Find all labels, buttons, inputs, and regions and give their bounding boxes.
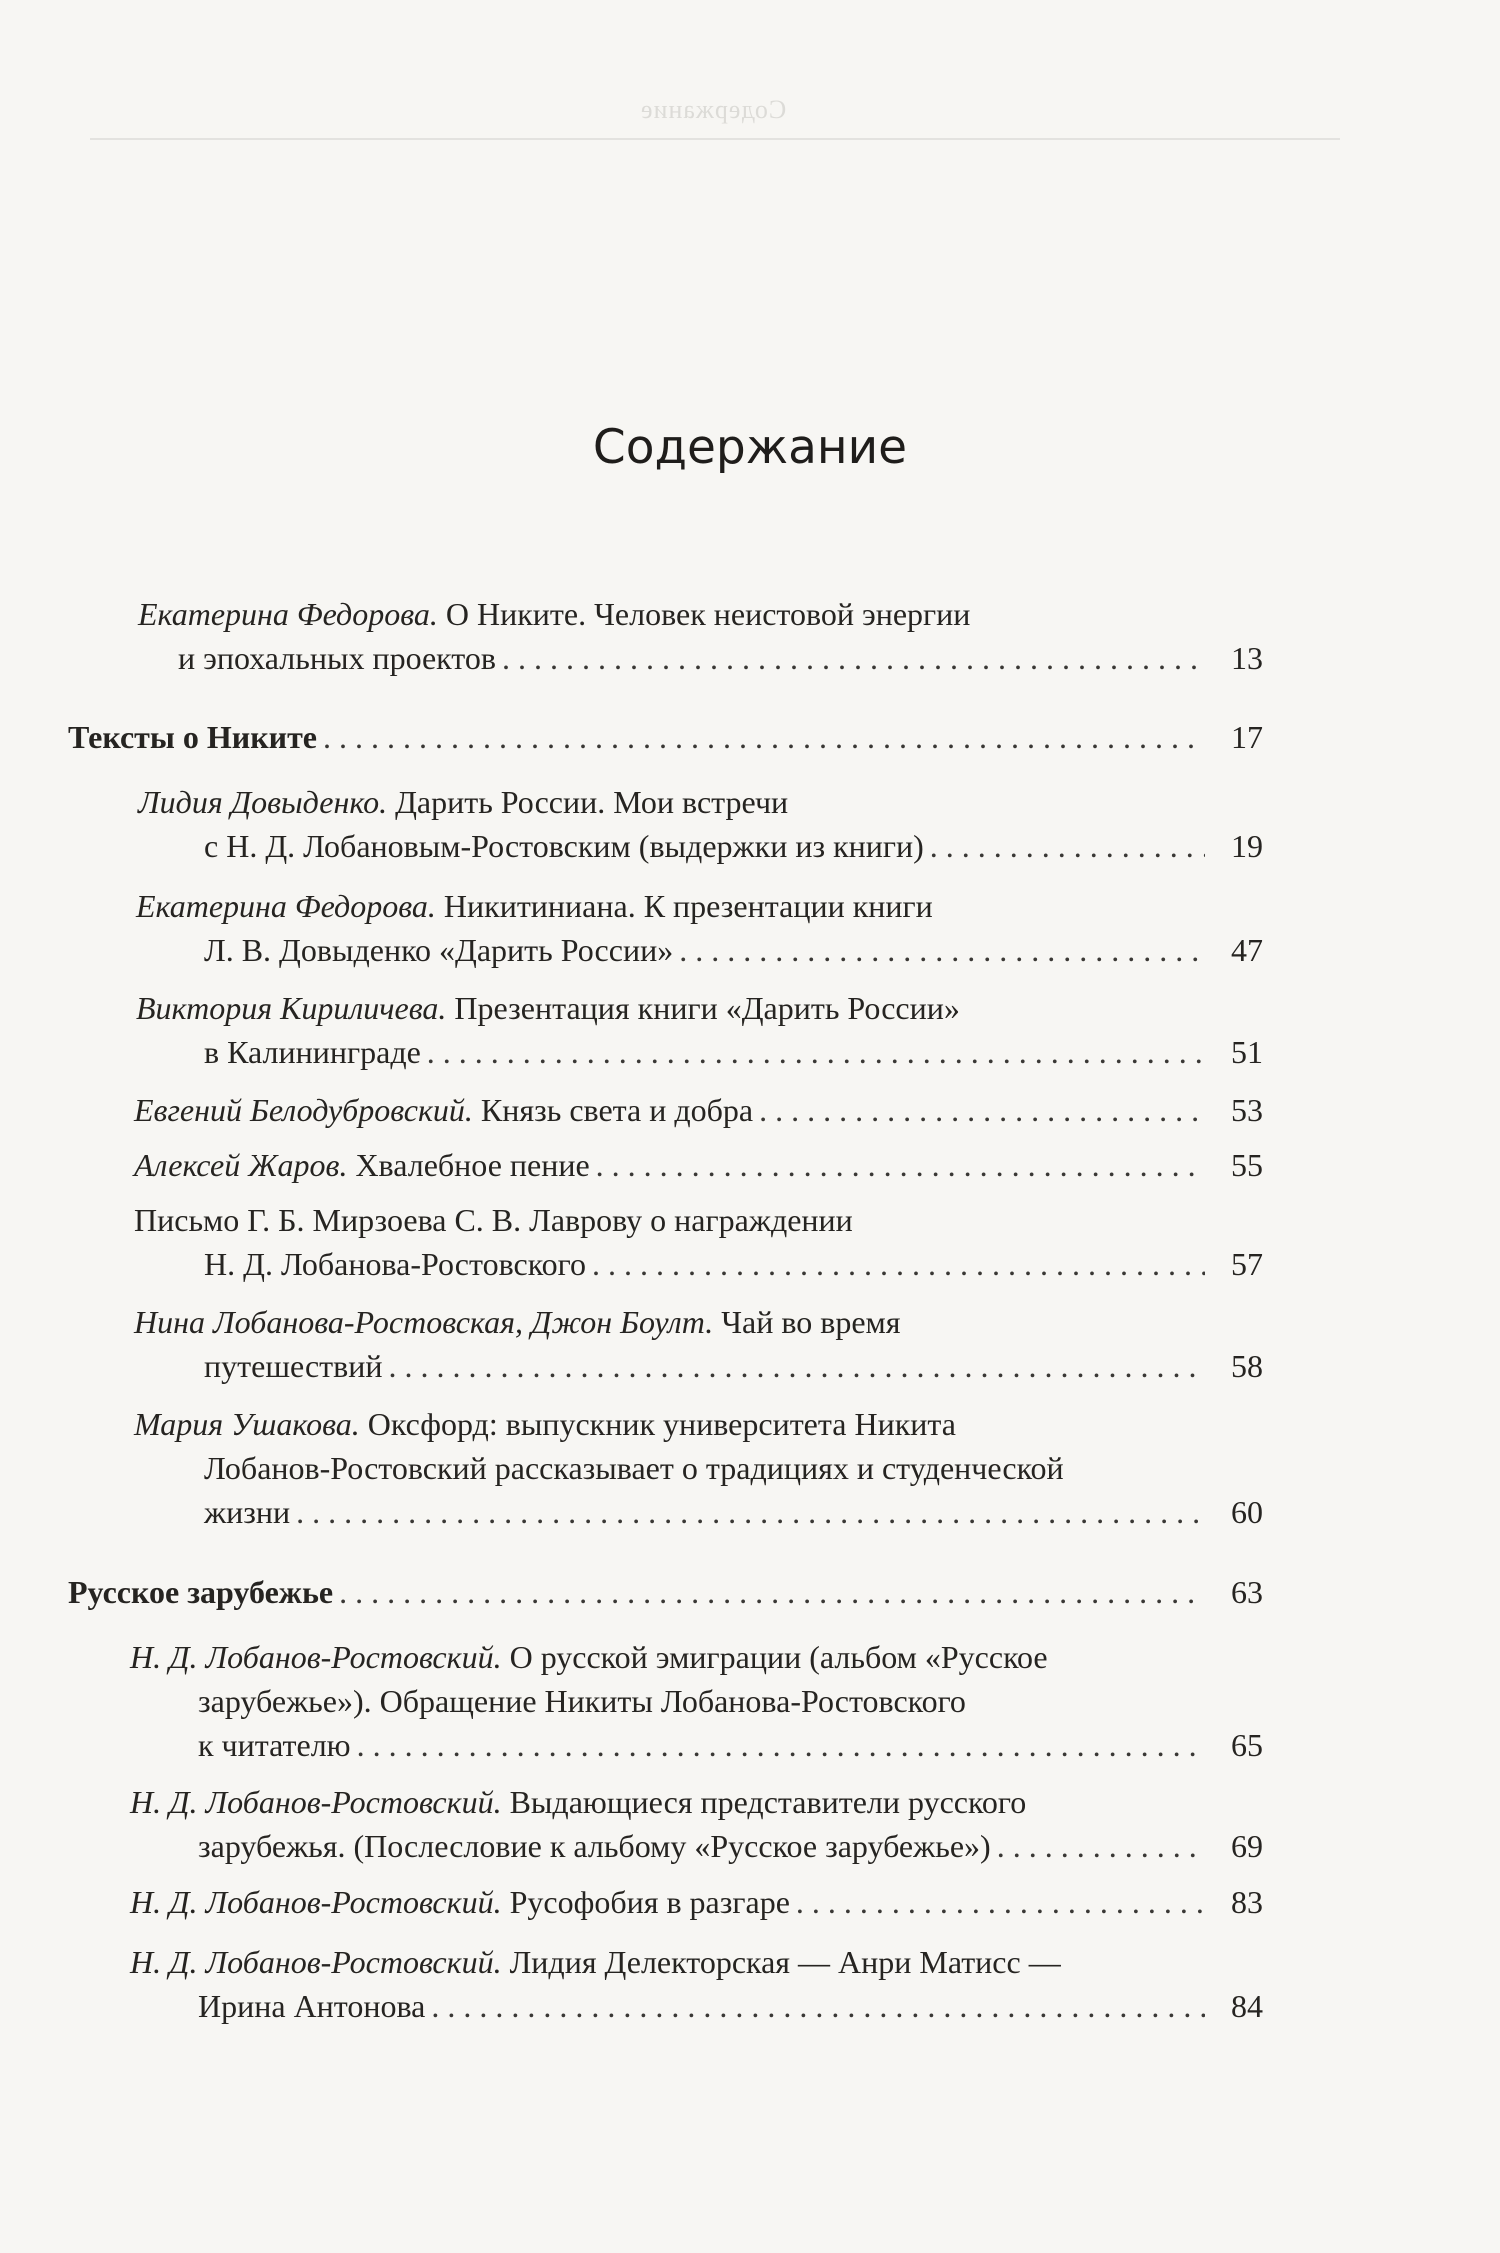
leader-dots: [679, 928, 1205, 972]
entry-title-line: Хвалебное пение: [347, 1147, 590, 1183]
entry-title-line: зарубежья. (Послесловие к альбому «Русское зарубежье»): [198, 1828, 991, 1864]
entry-title-line: зарубежье»). Обращение Никиты Лобанова-Ростовского: [198, 1683, 966, 1719]
entry-title-line: Лобанов-Ростовский рассказывает о традициях и студенческой: [204, 1450, 1064, 1486]
toc-entry: [130, 1940, 1263, 2030]
running-header-rule: [90, 138, 1340, 140]
leader-dots: [759, 1088, 1205, 1132]
page-number: 51: [1231, 1034, 1263, 1070]
leader-dots: [431, 1984, 1205, 2028]
entry-title-line: Презентация книги «Дарить России»: [446, 990, 960, 1026]
page-number: 69: [1231, 1828, 1263, 1864]
page-number: 57: [1231, 1246, 1263, 1282]
page-number: 58: [1231, 1348, 1263, 1384]
page-number: 53: [1231, 1092, 1263, 1128]
entry-title-line: с Н. Д. Лобановым-Ростовским (выдержки из книги): [204, 828, 924, 864]
leader-dots: [427, 1030, 1205, 1074]
leader-dots: [323, 715, 1205, 759]
entry-author: Н. Д. Лобанов-Ростовский.: [130, 1884, 502, 1920]
page-title: Содержание: [592, 420, 908, 475]
leader-dots: [592, 1242, 1205, 1286]
leader-dots: [930, 824, 1205, 868]
entry-title-line: в Калининграде: [204, 1034, 421, 1070]
page-number: 47: [1231, 932, 1263, 968]
toc-entry: [130, 1635, 1263, 1769]
running-header: Содержание: [640, 95, 787, 124]
toc-entry: [130, 1880, 1263, 1924]
toc-entry: [134, 1300, 1263, 1390]
page-number: 63: [1231, 1574, 1263, 1610]
toc-entry: [138, 592, 1263, 682]
leader-dots: [796, 1880, 1205, 1924]
toc-entry: [136, 986, 1263, 1076]
entry-title-line: Русофобия в разгаре: [501, 1884, 790, 1920]
page-number: 55: [1231, 1147, 1263, 1183]
entry-author: Алексей Жаров.: [134, 1147, 348, 1183]
leader-dots: [596, 1143, 1205, 1187]
entry-title-line: Н. Д. Лобанова-Ростовского: [204, 1246, 586, 1282]
section-title: Тексты о Никите: [68, 719, 317, 755]
entry-title-line: Ирина Антонова: [198, 1988, 426, 2024]
toc-entry: [138, 780, 1263, 870]
leader-dots: [357, 1723, 1205, 1767]
entry-title-line: Никитиниана. К презентации книги: [435, 888, 933, 924]
entry-title-line: Князь света и добра: [472, 1092, 754, 1128]
page-number: 17: [1231, 719, 1263, 755]
entry-author: Лидия Довыденко.: [138, 784, 388, 820]
entry-title-line: Оксфорд: выпускник университета Никита: [359, 1406, 956, 1442]
entry-title-line: Выдающиеся представители русского: [501, 1784, 1027, 1820]
toc-entry: [134, 1402, 1263, 1536]
page-number: 13: [1231, 640, 1263, 676]
entry-author: Н. Д. Лобанов-Ростовский.: [130, 1944, 502, 1980]
leader-dots: [389, 1344, 1206, 1388]
page-number: 65: [1231, 1727, 1263, 1763]
entry-author: Екатерина Федорова.: [138, 596, 438, 632]
leader-dots: [502, 636, 1205, 680]
entry-title-line: Чай во время: [713, 1304, 901, 1340]
entry-author: Екатерина Федорова.: [136, 888, 436, 924]
entry-title-line: Лидия Делекторская — Анри Матисс —: [501, 1944, 1061, 1980]
entry-title-line: Письмо Г. Б. Мирзоева С. В. Лаврову о награждении: [134, 1202, 853, 1238]
toc-entry: [130, 1780, 1263, 1870]
entry-author: Евгений Белодубровский.: [134, 1092, 473, 1128]
page-number: 83: [1231, 1884, 1263, 1920]
entry-title-line: и эпохальных проектов: [178, 640, 496, 676]
entry-title-line: Л. В. Довыденко «Дарить России»: [204, 932, 674, 968]
leader-dots: [296, 1490, 1205, 1534]
page-number: 19: [1231, 828, 1263, 864]
entry-title-line: жизни: [204, 1494, 291, 1530]
toc-entry: [134, 1198, 1263, 1288]
leader-dots: [997, 1824, 1205, 1868]
entry-title-line: О Никите. Человек неистовой энергии: [437, 596, 971, 632]
entry-title-line: Дарить России. Мои встречи: [387, 784, 789, 820]
entry-author: Мария Ушакова.: [134, 1406, 360, 1442]
entry-author: Нина Лобанова-Ростовская, Джон Боулт.: [134, 1304, 714, 1340]
page-number: 60: [1231, 1494, 1263, 1530]
toc-section: [68, 715, 1263, 759]
entry-title-line: путешествий: [204, 1348, 383, 1384]
section-title: Русское зарубежье: [68, 1574, 334, 1610]
leader-dots: [339, 1570, 1205, 1614]
toc-section: [68, 1570, 1263, 1614]
entry-author: Н. Д. Лобанов-Ростовский.: [130, 1639, 502, 1675]
toc-entry: [134, 1143, 1263, 1187]
entry-title-line: к читателю: [198, 1727, 351, 1763]
toc-entry: [134, 1088, 1263, 1132]
page-number: 84: [1231, 1988, 1263, 2024]
entry-title-line: О русской эмиграции (альбом «Русское: [501, 1639, 1048, 1675]
toc-entry: [136, 884, 1263, 974]
entry-author: Н. Д. Лобанов-Ростовский.: [130, 1784, 502, 1820]
entry-author: Виктория Кириличева.: [136, 990, 447, 1026]
